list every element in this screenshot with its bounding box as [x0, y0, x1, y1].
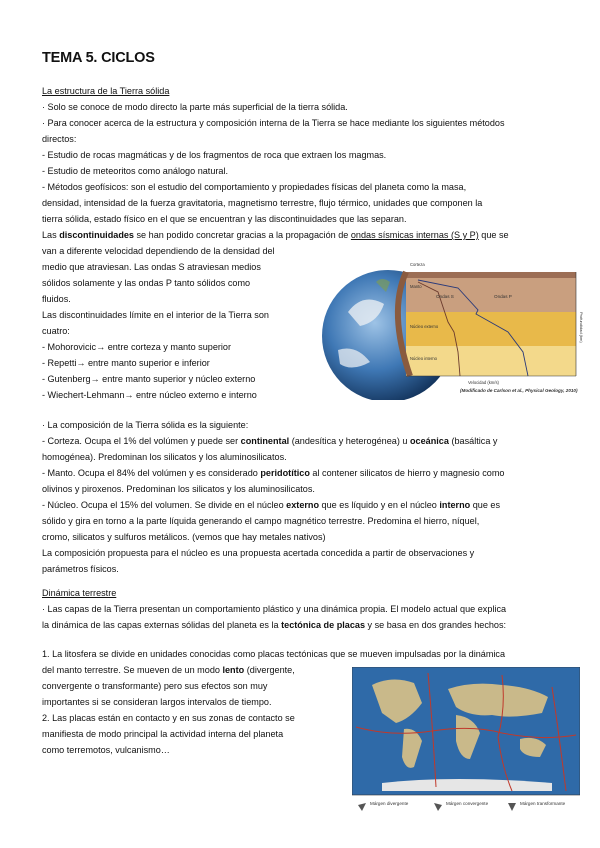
paragraph-line: · Solo se conoce de modo directo la parte más superficial de la tierra sólida. [42, 102, 348, 112]
paragraph-line: · La composición de la Tierra sólida es la siguiente: [42, 420, 249, 430]
legend-divergente: Márgen divergente [370, 801, 409, 806]
convergent-margin-icon [434, 803, 442, 811]
paragraph-line: densidad, intensidad de la fuerza gravitatoria, magnetismo terrestre, flujo térmico, unidades que componen la [42, 198, 483, 208]
list-item: - Repetti→ entre manto superior e inferior [42, 358, 210, 368]
crust-layer [406, 272, 576, 278]
list-item: - Núcleo. Ocupa el 15% del volumen. Se divide en el núcleo externo que es líquido y en el núcleo interno que es [42, 500, 501, 510]
paragraph-line: importantes si se consideran largos intervalos de tiempo. [42, 697, 272, 707]
paragraph-line: cuatro: [42, 326, 70, 336]
figure-caption: (Modificado de Carlson et al., Physical Geology, 2010) [460, 388, 578, 393]
label-nucleo-interno: Núcleo interno [410, 356, 438, 361]
paragraph-line: del manto terrestre. Se mueven de un modo lento (divergente, [42, 665, 295, 675]
paragraph-line: La composición propuesta para el núcleo es una propuesta acertada concedida a partir de observaciones y [42, 548, 475, 558]
paragraph-line: Las discontinuidades límite en el interior de la Tierra son [42, 310, 269, 320]
paragraph-line: convergente o transformante) pero sus efectos son muy [42, 681, 268, 691]
paragraph-line: · Para conocer acerca de la estructura y composición interna de la Tierra se hace mediante los siguientes métodos [42, 118, 505, 128]
paragraph-line: la dinámica de las capas externas sólidas del planeta es la tectónica de placas y se basa en dos grandes hechos: [42, 620, 507, 630]
list-item: - Corteza. Ocupa el 1% del volúmen y puede ser continental (andesítica y heterogénea) u oceánica (basáltica y [42, 436, 498, 446]
list-item: - Estudio de meteoritos como análogo natural. [42, 166, 229, 176]
section-heading-dinamica: Dinámica terrestre [42, 588, 117, 598]
list-item: - Mohorovicic→ entre corteza y manto superior [42, 342, 232, 352]
label-nucleo-externo: Núcleo externo [410, 324, 439, 329]
page-title: TEMA 5. CICLOS [42, 50, 155, 66]
label-ondas-s: Ondas S [436, 294, 454, 299]
paragraph-line: parámetros físicos. [42, 564, 119, 574]
inner-core-layer [406, 346, 576, 376]
paragraph-line: fluidos. [42, 294, 71, 304]
outer-core-layer [406, 312, 576, 346]
list-item: 1. La litosfera se divide en unidades conocidas como placas tectónicas que se mueven impulsadas por la dinámica [42, 649, 506, 659]
list-item: - Gutenberg→ entre manto superior y núcleo externo [42, 374, 256, 384]
paragraph-line: sólido y gira en torno a la parte líquida generando el campo magnético terrestre. Predomina el hierro, níquel, [42, 516, 480, 526]
label-manto: Manto [410, 284, 422, 289]
paragraph-line: · Las capas de la Tierra presentan un comportamiento plástico y una dinámica propia. El modelo actual que explica [42, 604, 507, 614]
label-ondas-p: Ondas P [494, 294, 512, 299]
list-item: 2. Las placas están en contacto y en sus zonas de contacto se [42, 713, 295, 723]
legend-convergente: Márgen convergente [446, 801, 489, 806]
paragraph-line: homogénea). Predominan los silicatos y los aluminosilicatos. [42, 452, 287, 462]
legend-transformante: Márgen transformante [520, 801, 566, 806]
divergent-margin-icon [358, 803, 366, 811]
paragraph-line: directos: [42, 134, 77, 144]
x-axis-label: Velocidad (km/s) [468, 380, 499, 385]
list-item: - Manto. Ocupa el 84% del volúmen y es considerado peridotítico al contener silicatos de hierro y magnesio como [42, 468, 505, 478]
paragraph-line: cromo, silicatos y sulfuros metálicos. (vemos que hay metales nativos) [42, 532, 326, 542]
tectonic-plates-map [352, 667, 580, 817]
earth-structure-figure [318, 252, 586, 400]
paragraph-line: van a diferente velocidad dependiendo de la densidad del [42, 246, 275, 256]
paragraph-line: olivinos y piroxenos. Predominan los silicatos y los aluminosilicatos. [42, 484, 315, 494]
paragraph-line: tierra sólida, estado físico en el que se encuentran y las discontinuidades que las separan. [42, 214, 407, 224]
paragraph-line: medio que atraviesan. Las ondas S atraviesan medios [42, 262, 261, 272]
label-corteza: Corteza [410, 262, 425, 267]
list-item: - Wiechert-Lehmann→ entre núcleo externo e interno [42, 390, 257, 400]
paragraph-line: como terremotos, vulcanismo… [42, 745, 170, 755]
paragraph-line: sólidos solamente y las ondas P tanto sólidos como [42, 278, 251, 288]
list-item: - Estudio de rocas magmáticas y de los fragmentos de roca que extraen los magmas. [42, 150, 387, 160]
paragraph-line: manifiesta de modo principal la actividad interna del planeta [42, 729, 284, 739]
section-heading-estructura: La estructura de la Tierra sólida [42, 86, 170, 96]
paragraph-line: Las discontinuidades se han podido concretar gracias a la propagación de ondas sísmicas internas (S y P) que se [42, 230, 509, 240]
transform-margin-icon [508, 803, 516, 811]
list-item: - Métodos geofísicos: son el estudio del comportamiento y propiedades físicas del planeta como la masa, [42, 182, 467, 192]
y-axis-label: Profundidad (km) [579, 312, 584, 343]
